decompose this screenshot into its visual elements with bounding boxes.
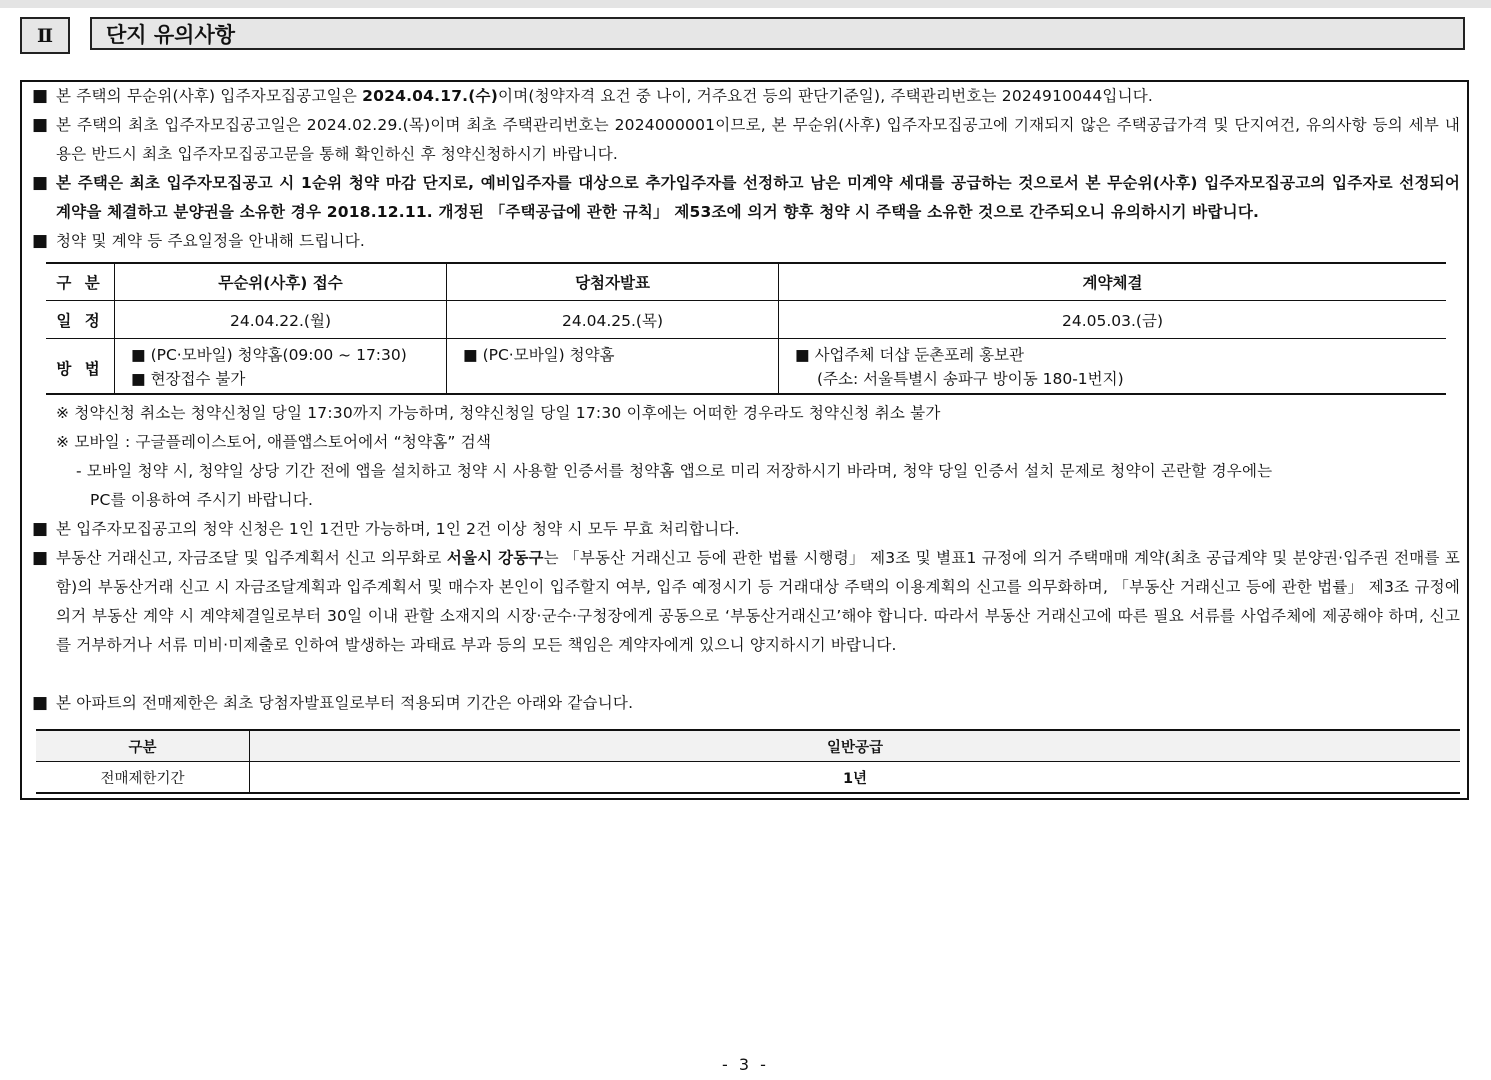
bullet-icon: ■ [32, 115, 49, 135]
p4-text: 청약 및 계약 등 주요일정을 안내해 드립니다. [56, 232, 366, 250]
paragraph-schedule-intro [32, 227, 1460, 256]
resale-header-general: 일반공급 [250, 730, 1461, 762]
method-online: ■ (PC·모바일) 청약홈(09:00 ~ 17:30) [131, 346, 407, 364]
method-contract-place: ■ 사업주체 더샵 둔촌포레 홍보관 [795, 346, 1025, 364]
paragraph-announcement-date [32, 82, 1460, 111]
bullet-icon: ■ [32, 86, 49, 106]
method-announcement-online: ■ (PC·모바일) 청약홈 [463, 346, 615, 364]
p6-district: 서울시 강동구 [446, 549, 544, 567]
date-contract: 24.05.03.(금) [779, 301, 1447, 339]
bullet-icon: ■ [32, 519, 49, 539]
resale-data-row [36, 762, 1460, 794]
label-category: 구 분 [46, 263, 115, 301]
bullet-icon: ■ [32, 693, 49, 713]
bullet-icon: ■ [32, 548, 49, 568]
col-unranked-application: 무순위(사후) 접수 [115, 263, 447, 301]
date-application: 24.04.22.(월) [115, 301, 447, 339]
method-onsite: ■ 현장접수 불가 [131, 370, 246, 388]
paragraph-resale-limit [32, 689, 1460, 718]
note-cancel: ※ 청약신청 취소는 청약신청일 당일 17:30까지 가능하며, 청약신청일 당일 17:30 이후에는 어떠한 경우라도 청약신청 취소 불가 [56, 404, 941, 422]
bullet-icon: ■ [32, 231, 49, 251]
bullet-icon: ■ [32, 173, 49, 193]
section-number: Ⅱ [20, 17, 70, 54]
method-application [115, 339, 447, 395]
resale-header-category: 구분 [36, 730, 250, 762]
resale-restriction-table [36, 729, 1460, 794]
method-announcement [447, 339, 779, 395]
label-date: 일 정 [46, 301, 115, 339]
note-mobile-detail-2: PC를 이용하여 주시기 바랍니다. [90, 491, 314, 509]
p5-text: 본 입주자모집공고의 청약 신청은 1인 1건만 가능하며, 1인 2건 이상 청약 시 모두 무효 처리합니다. [56, 520, 740, 538]
resale-header-row [36, 730, 1460, 762]
p6-text: 부동산 거래신고, 자금조달 및 입주계획서 신고 의무화로 [56, 549, 447, 567]
page-number: - 3 - [722, 1055, 769, 1074]
p1-date: 2024.04.17.(수) [362, 87, 499, 105]
schedule-table [46, 262, 1446, 395]
p3-text: 본 주택은 최초 입주자모집공고 시 1순위 청약 마감 단지로, 예비입주자를 대상으로 추가입주자를 선정하고 남은 미계약 세대를 공급하는 것으로서 본 무순위(사후) 입주자모집공고의 입주자로 선정되어 계약을 체결하고 분양권을 소유한 경우 2018.12.11. 개정된 「주택공급에 관한 규칙」 제53조에 의거 향후 청약 시 주택을 소유한 것으로 간주되오니 유의하시기 바랍니다. [56, 174, 1460, 221]
schedule-date-row [46, 301, 1446, 339]
note-mobile: ※ 모바일 : 구글플레이스토어, 애플앱스토어에서 “청약홈” 검색 [56, 433, 492, 451]
section-header [20, 17, 1469, 54]
note-mobile-detail: - 모바일 청약 시, 청약일 상당 기간 전에 앱을 설치하고 청약 시 사용할 인증서를 청약홈 앱으로 미리 저장하시기 바라며, 청약 당일 인증서 설치 문제로 청약이 곤란할 경우에는 [76, 462, 1273, 480]
p1-text: 본 주택의 무순위(사후) 입주자모집공고일은 [56, 87, 363, 105]
top-band [0, 0, 1491, 8]
col-winner-announcement: 당첨자발표 [447, 263, 779, 301]
col-contract: 계약체결 [779, 263, 1447, 301]
schedule-method-row [46, 339, 1446, 395]
resale-period-value: 1년 [250, 762, 1461, 794]
date-announcement: 24.04.25.(목) [447, 301, 779, 339]
resale-period-label: 전매제한기간 [36, 762, 250, 794]
notice-box [20, 80, 1469, 800]
paragraph-ownership-warning [32, 169, 1460, 227]
p2-text: 본 주택의 최초 입주자모집공고일은 2024.02.29.(목)이며 최초 주택관리번호는 2024000001이므로, 본 무순위(사후) 입주자모집공고에 기재되지 않은 주택공급가격 및 단지여건, 유의사항 등의 세부 내용은 반드시 최초 입주자모집공고문을 통해 확인하신 후 청약신청하시기 바랍니다. [56, 116, 1460, 163]
method-contract [779, 339, 1447, 395]
p6-text-rest: 는 「부동산 거래신고 등에 관한 법률 시행령」 제3조 및 별표1 규정에 의거 주택매매 계약(최초 공급계약 및 분양권·입주권 전매를 포함)의 부동산거래 신고 시 자금조달계획과 입주계획서 및 매수자 본인이 입주할지 여부, 입주 예정시기 등 거래대상 주택의 이용계획의 신고를 의무화하며, 「부동산 거래신고 등에 관한 법률」 제3조 규정에 의거 부동산 계약 시 계약체결일로부터 30일 이내 관할 소재지의 시장·군수·구청장에게 공동으로 ‘부동산거래신고’해야 합니다. 따라서 부동산 거래신고에 따른 필요 서류를 사업주체에 제공해야 하며, 신고를 거부하거나 서류 미비·미제출로 인하여 발생하는 과태료 부과 등의 모든 책임은 계약자에게 있으니 양지하시기 바랍니다. [56, 549, 1461, 654]
section-title: 단지 유의사항 [90, 17, 1465, 50]
label-method: 방 법 [46, 339, 115, 395]
method-contract-address: (주소: 서울특별시 송파구 방이동 180-1번지) [817, 370, 1124, 388]
paragraph-initial-announcement [32, 111, 1460, 169]
paragraph-one-application [32, 515, 1460, 544]
p7-text: 본 아파트의 전매제한은 최초 당첨자발표일로부터 적용되며 기간은 아래와 같습니다. [56, 694, 634, 712]
p1-text-rest: 이며(청약자격 요건 중 나이, 거주요건 등의 판단기준일), 주택관리번호는 2024910044입니다. [498, 87, 1154, 105]
paragraph-real-estate-report [32, 544, 1460, 660]
schedule-header-row [46, 263, 1446, 301]
